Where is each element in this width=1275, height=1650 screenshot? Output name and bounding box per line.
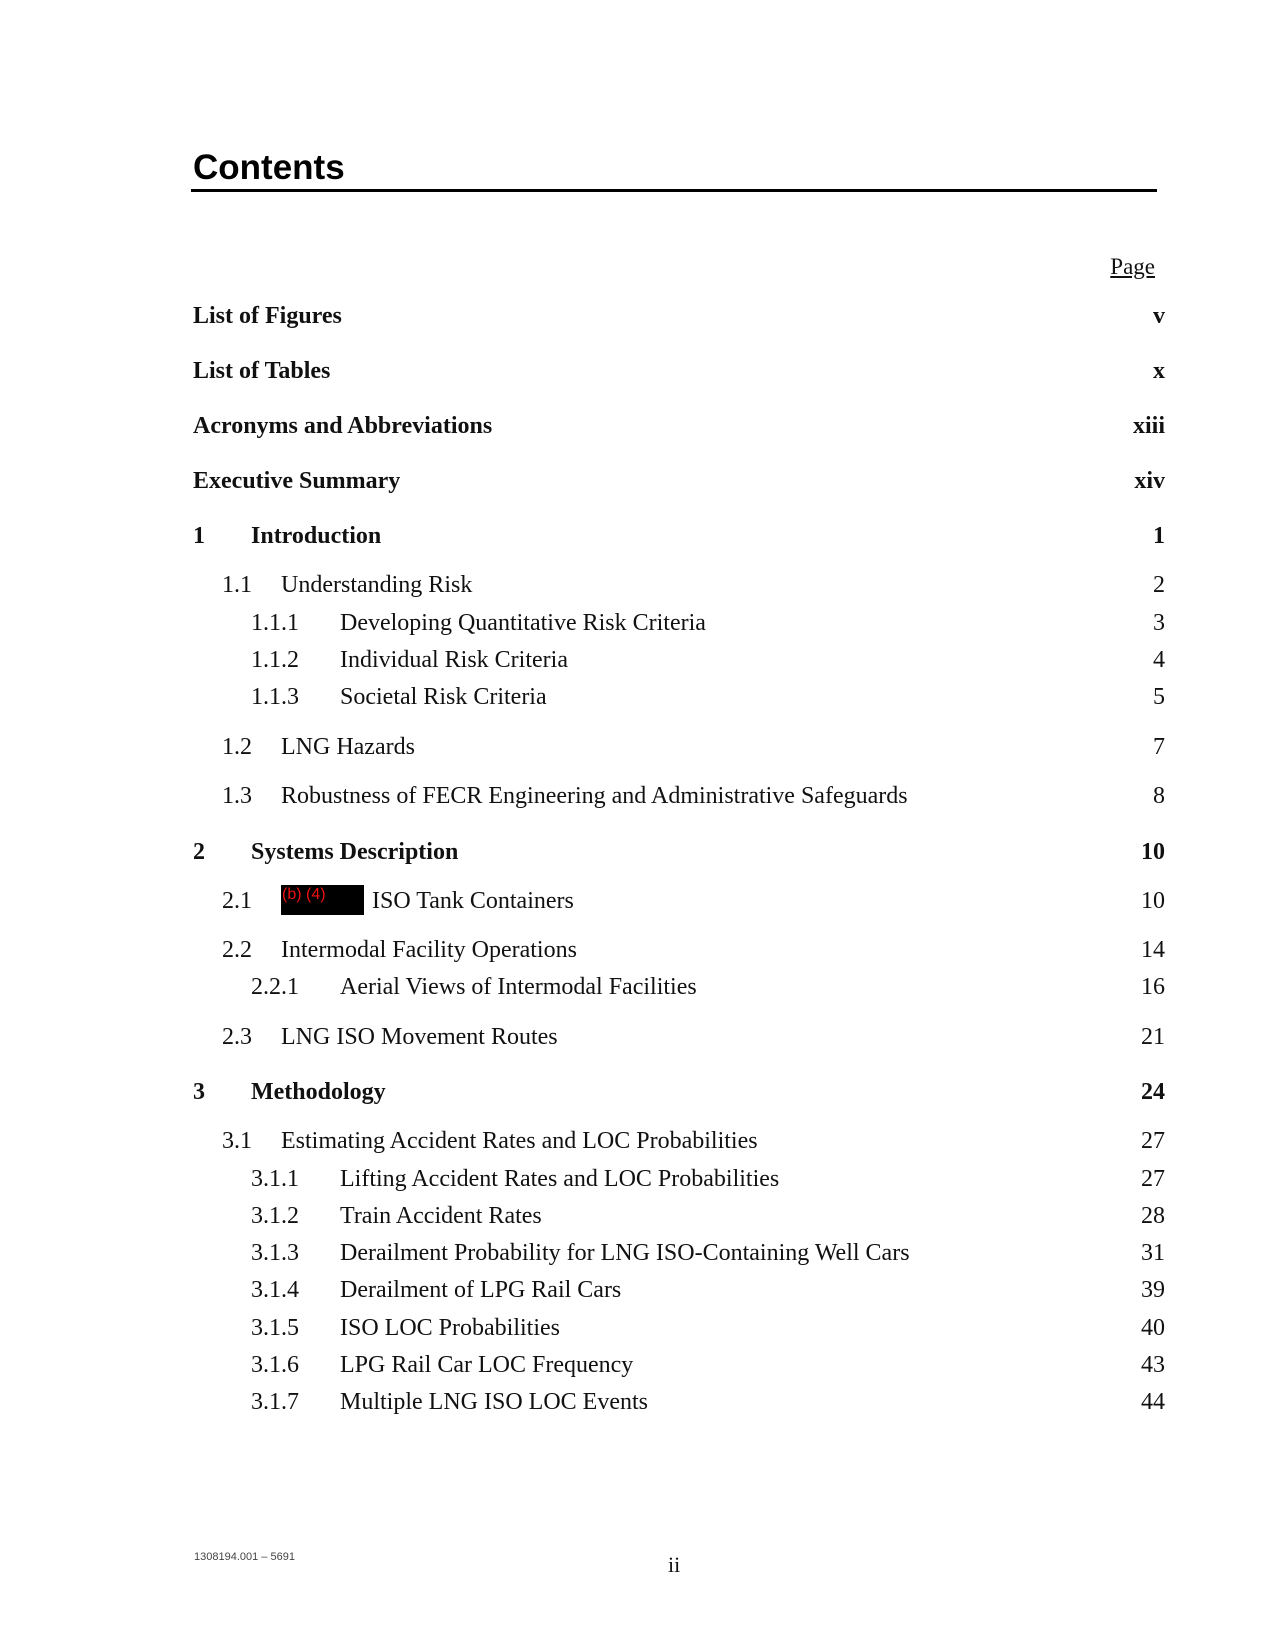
toc-entry-title-wrap [340,970,697,1004]
toc-entry-page: xiii [1132,413,1165,439]
toc-entry-number: 2.1 [222,888,252,914]
toc-entry[interactable] [0,354,1275,388]
toc-entry-title-wrap [251,1075,386,1109]
toc-entry[interactable] [0,464,1275,498]
redaction-block: (b) (4) [281,885,364,915]
toc-entry-number: 1.1.2 [251,647,299,673]
toc-entry-title: LPG Rail Car LOC Frequency [340,1352,634,1378]
toc-entry-page: 28 [1141,1203,1165,1229]
toc-entry-number: 1.1.1 [251,610,299,636]
toc-entry-title: Derailment Probability for LNG ISO-Containing Well Cars [340,1240,910,1266]
page-number: ii [668,1552,681,1577]
toc-entry-title: Multiple LNG ISO LOC Events [340,1389,648,1415]
toc-entry-page: 44 [1141,1389,1165,1415]
toc-entry[interactable] [0,643,1275,677]
toc-entry-page: 5 [1153,684,1165,710]
toc-entry-title-wrap [340,1236,910,1270]
toc-entry-title-wrap [340,1199,542,1233]
toc-entry-page: 4 [1153,647,1165,673]
toc-entry-title-wrap [193,409,492,443]
toc-entry-title: Understanding Risk [281,572,473,598]
toc-entry-page: 24 [1141,1079,1165,1105]
toc-entry-page: x [1153,358,1165,384]
toc-entry[interactable] [0,1124,1275,1158]
toc-entry[interactable] [0,835,1275,869]
toc-entry-page: 39 [1141,1277,1165,1303]
toc-entry[interactable] [0,606,1275,640]
toc-entry-title: Systems Description [251,839,459,865]
toc-entry-title-wrap [340,1348,633,1382]
toc-entry-number: 3.1.3 [251,1240,299,1266]
toc-entry-title-wrap [340,680,547,714]
toc-entry[interactable] [0,1020,1275,1054]
toc-entry-page: 14 [1141,937,1165,963]
toc-entry-title-wrap [281,933,577,967]
toc-entry[interactable] [0,568,1275,602]
toc-entry-title-wrap [340,606,706,640]
toc-entry-page: 40 [1141,1315,1165,1341]
toc-entry-page: 7 [1153,734,1165,760]
toc-entry-number: 2.3 [222,1024,252,1050]
toc-entry-title: List of Tables [193,358,331,384]
toc-entry-number: 1 [193,523,205,549]
toc-entry-page: 3 [1153,610,1165,636]
toc-entry-title-wrap [281,779,908,813]
toc-entry[interactable] [0,409,1275,443]
toc-entry-page: 21 [1141,1024,1165,1050]
toc-entry-title: Executive Summary [193,468,401,494]
toc-entry-title: Societal Risk Criteria [340,684,547,710]
toc-entry[interactable] [0,933,1275,967]
toc-entry[interactable] [0,1311,1275,1345]
toc-entry-number: 3.1 [222,1128,252,1154]
toc-entry-title: Estimating Accident Rates and LOC Probabilities [281,1128,758,1154]
toc-entry-title: Methodology [251,1079,386,1105]
toc-entry-number: 1.3 [222,783,252,809]
toc-entry-title: Individual Risk Criteria [340,647,568,673]
toc-entry[interactable] [0,299,1275,333]
toc-entry[interactable] [0,1385,1275,1419]
toc-entry[interactable] [0,1199,1275,1233]
toc-entry-title: Developing Quantitative Risk Criteria [340,610,706,636]
toc-entry-page: 27 [1141,1128,1165,1154]
toc-entry[interactable] [0,680,1275,714]
toc-entry-title-wrap [281,1020,558,1054]
document-id: 1308194.001 – 5691 [194,1551,295,1563]
toc-entry-title: LNG Hazards [281,734,415,760]
title-rule [191,189,1157,192]
toc-entry-title-wrap [281,884,574,918]
toc-entry-title-wrap [340,1385,648,1419]
toc-entry-title-wrap [251,835,458,869]
toc-entry-title-wrap [340,643,568,677]
toc-entry-title: Intermodal Facility Operations [281,937,577,963]
toc-entry[interactable] [0,1348,1275,1382]
toc-entry-number: 3.1.7 [251,1389,299,1415]
toc-entry[interactable] [0,779,1275,813]
toc-entry-title: Lifting Accident Rates and LOC Probabilities [340,1166,780,1192]
toc-entry[interactable] [0,884,1275,918]
toc-entry-title: ISO LOC Probabilities [340,1315,560,1341]
toc-entry-page: 16 [1141,974,1165,1000]
toc-entry-number: 3 [193,1079,205,1105]
toc-entry-page: 10 [1141,839,1165,865]
toc-entry-page: 43 [1141,1352,1165,1378]
toc-entry-title-wrap [281,568,472,602]
toc-entry-title: Train Accident Rates [340,1203,542,1229]
toc-entry-page: 8 [1153,783,1165,809]
toc-entry-page: 1 [1153,523,1165,549]
page-column-label: Page [1110,254,1155,279]
toc-entry[interactable] [0,1236,1275,1270]
toc-entry-page: 2 [1153,572,1165,598]
toc-entry-page: xiv [1134,468,1165,494]
toc-entry[interactable] [0,1162,1275,1196]
toc-entry-title: LNG ISO Movement Routes [281,1024,558,1050]
toc-entry-number: 1.1.3 [251,684,299,710]
toc-entry-number: 2 [193,839,205,865]
toc-entry-number: 3.1.5 [251,1315,299,1341]
toc-entry-title: Aerial Views of Intermodal Facilities [340,974,697,1000]
toc-entry-title: Derailment of LPG Rail Cars [340,1277,622,1303]
toc-entry-number: 3.1.4 [251,1277,299,1303]
toc-entry-page: 27 [1141,1166,1165,1192]
toc-entry[interactable] [0,1273,1275,1307]
toc-entry-number: 3.1.1 [251,1166,299,1192]
toc-entry-number: 2.2 [222,937,252,963]
toc-entry[interactable] [0,970,1275,1004]
toc-entry-page: 10 [1141,888,1165,914]
page-title: Contents [193,148,345,187]
toc-entry-title-wrap [193,464,400,498]
toc-entry[interactable] [0,730,1275,764]
toc-entry-title: Acronyms and Abbreviations [193,413,493,439]
toc-entry[interactable] [0,1075,1275,1109]
toc-entry-page: v [1153,303,1165,329]
toc-entry-title-wrap [281,1124,758,1158]
toc-entry-number: 1.1 [222,572,252,598]
toc-entry[interactable] [0,519,1275,553]
toc-entry-title-wrap [340,1311,560,1345]
toc-entry-number: 2.2.1 [251,974,299,1000]
toc-entry-title-wrap [340,1162,779,1196]
toc-entry-title-wrap [340,1273,621,1307]
toc-entry-title-wrap [193,354,330,388]
toc-entry-number: 3.1.2 [251,1203,299,1229]
toc-entry-title-wrap [251,519,381,553]
toc-entry-title: Introduction [251,523,382,549]
toc-entry-title-wrap [193,299,342,333]
toc-entry-title: List of Figures [193,303,342,329]
toc-entry-page: 31 [1141,1240,1165,1266]
toc-entry-title-wrap [281,730,415,764]
toc-entry-number: 3.1.6 [251,1352,299,1378]
toc-entry-number: 1.2 [222,734,252,760]
toc-entry-title: Robustness of FECR Engineering and Administrative Safeguards [281,783,908,809]
toc-entry-title: ISO Tank Containers [372,888,574,914]
